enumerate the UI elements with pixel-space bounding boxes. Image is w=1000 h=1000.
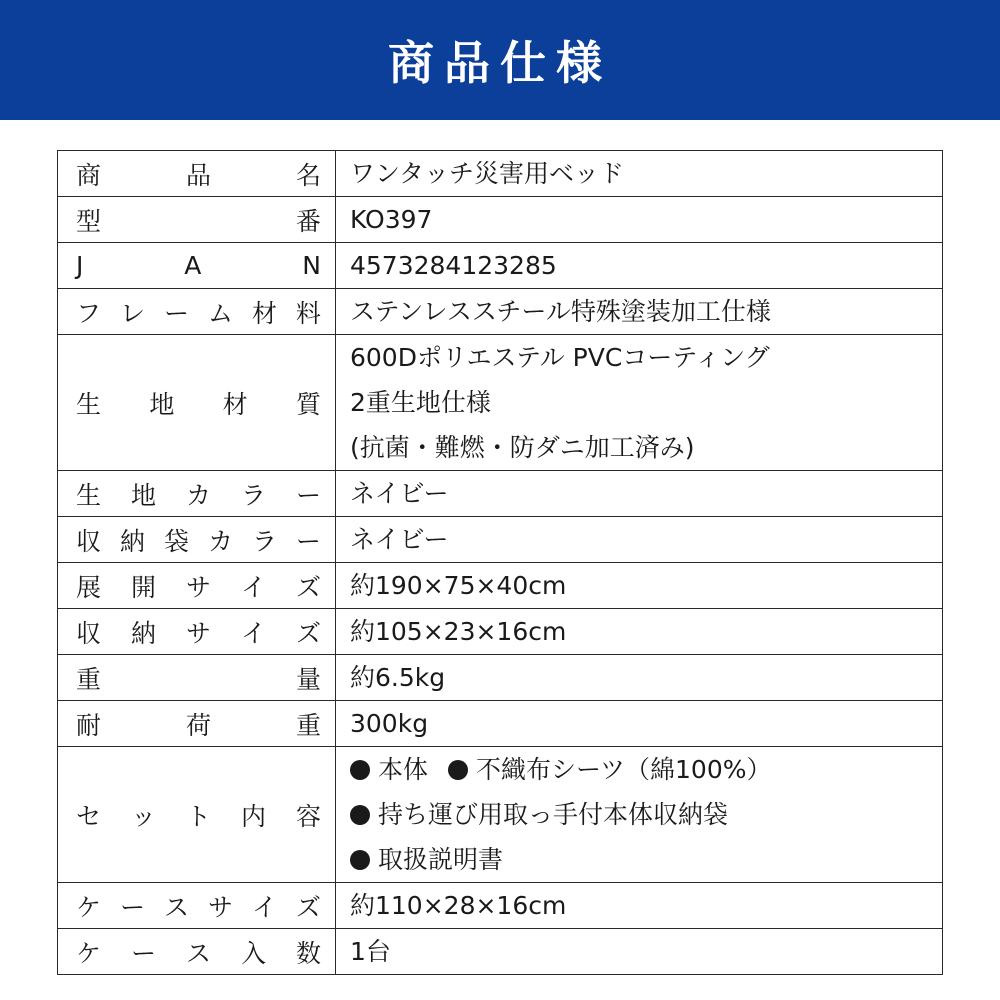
table-row bbox=[58, 471, 943, 517]
label-char: 入 bbox=[240, 938, 266, 968]
row-value bbox=[336, 747, 943, 883]
label-char: イ bbox=[240, 572, 266, 602]
label-char: ス bbox=[163, 892, 189, 922]
label-char: ラ bbox=[240, 480, 266, 510]
row-value bbox=[336, 151, 943, 197]
table-row bbox=[58, 609, 943, 655]
value-text: 約110×28×16cm bbox=[350, 891, 567, 920]
label-char: 荷 bbox=[185, 710, 211, 740]
row-value bbox=[336, 701, 943, 747]
bullet-icon bbox=[350, 760, 370, 780]
label-char: 地 bbox=[130, 480, 156, 510]
value-text: ネイビー bbox=[350, 525, 449, 554]
row-label bbox=[58, 929, 336, 975]
row-value bbox=[336, 289, 943, 335]
row-label bbox=[58, 563, 336, 609]
label-char: 収 bbox=[76, 526, 102, 556]
table-row bbox=[58, 929, 943, 975]
row-label bbox=[58, 335, 336, 471]
label-char: N bbox=[302, 251, 321, 280]
label-char: サ bbox=[185, 572, 211, 602]
row-label bbox=[58, 197, 336, 243]
bullet-icon bbox=[350, 805, 370, 825]
label-char: サ bbox=[185, 618, 211, 648]
row-label bbox=[58, 655, 336, 701]
label-char: 収 bbox=[76, 618, 102, 648]
label-char: 袋 bbox=[163, 526, 189, 556]
label-char: 重 bbox=[76, 664, 102, 694]
set-item: 本体 bbox=[378, 755, 429, 784]
table-row bbox=[58, 243, 943, 289]
set-item-line bbox=[350, 792, 942, 837]
label-char: ム bbox=[207, 298, 233, 328]
value-text: 600Dポリエステル PVCコーティング bbox=[350, 343, 770, 372]
value-text: 2重生地仕様 bbox=[350, 388, 491, 417]
value-text: 300kg bbox=[350, 709, 429, 738]
set-item-line bbox=[350, 837, 942, 882]
label-char: 耐 bbox=[76, 710, 102, 740]
label-char: 重 bbox=[295, 710, 321, 740]
label-char: ケ bbox=[76, 892, 102, 922]
label-char: 数 bbox=[295, 938, 321, 968]
label-char: ー bbox=[130, 938, 156, 968]
row-value bbox=[336, 609, 943, 655]
label-char: 材 bbox=[222, 389, 248, 419]
label-char: 開 bbox=[130, 572, 156, 602]
page-title: 商品仕様 bbox=[388, 36, 612, 90]
table-row bbox=[58, 335, 943, 471]
row-value bbox=[336, 929, 943, 975]
table-row bbox=[58, 701, 943, 747]
value-text: ネイビー bbox=[350, 479, 449, 508]
table-row bbox=[58, 747, 943, 883]
label-char: セ bbox=[76, 801, 102, 831]
bullet-icon bbox=[448, 760, 468, 780]
row-label bbox=[58, 747, 336, 883]
label-char: ー bbox=[119, 892, 145, 922]
label-char: ズ bbox=[295, 572, 321, 602]
label-char: ズ bbox=[295, 618, 321, 648]
label-char: 料 bbox=[295, 298, 321, 328]
table-row bbox=[58, 197, 943, 243]
table-row bbox=[58, 655, 943, 701]
row-value bbox=[336, 655, 943, 701]
label-char: 生 bbox=[76, 389, 102, 419]
row-value bbox=[336, 517, 943, 563]
row-value bbox=[336, 883, 943, 929]
set-item-line bbox=[350, 747, 942, 792]
row-label bbox=[58, 609, 336, 655]
label-char: 型 bbox=[76, 206, 102, 236]
value-text: ステンレススチール特殊塗装加工仕様 bbox=[350, 297, 771, 326]
spec-table bbox=[57, 150, 943, 975]
label-char: 量 bbox=[295, 664, 321, 694]
row-value bbox=[336, 471, 943, 517]
label-char: ー bbox=[295, 480, 321, 510]
set-item: 持ち運び用取っ手付本体収納袋 bbox=[378, 800, 729, 829]
table-row bbox=[58, 289, 943, 335]
label-char: 地 bbox=[149, 389, 175, 419]
value-text: 約190×75×40cm bbox=[350, 571, 567, 600]
label-char: 材 bbox=[251, 298, 277, 328]
bullet-icon bbox=[350, 850, 370, 870]
label-char: イ bbox=[251, 892, 277, 922]
row-label bbox=[58, 517, 336, 563]
value-text: 1台 bbox=[350, 937, 391, 966]
label-char: サ bbox=[207, 892, 233, 922]
value-text: KO397 bbox=[350, 205, 433, 234]
label-char: フ bbox=[76, 298, 102, 328]
label-char: 納 bbox=[130, 618, 156, 648]
value-text: (抗菌・難燃・防ダニ加工済み) bbox=[350, 433, 695, 462]
set-item: 不織布シーツ（綿100%） bbox=[476, 755, 772, 784]
label-char: 品 bbox=[185, 160, 211, 190]
value-text: 約105×23×16cm bbox=[350, 617, 567, 646]
value-text: 約6.5kg bbox=[350, 663, 446, 692]
label-char: 納 bbox=[119, 526, 145, 556]
row-label bbox=[58, 151, 336, 197]
label-char: イ bbox=[240, 618, 266, 648]
row-value bbox=[336, 197, 943, 243]
table-row bbox=[58, 517, 943, 563]
label-char: レ bbox=[119, 298, 145, 328]
label-char: 名 bbox=[295, 160, 321, 190]
row-label bbox=[58, 243, 336, 289]
row-label bbox=[58, 471, 336, 517]
header-banner bbox=[0, 0, 1000, 120]
row-value bbox=[336, 243, 943, 289]
label-char: カ bbox=[207, 526, 233, 556]
value-text: ワンタッチ災害用ベッド bbox=[350, 159, 625, 188]
value-text: 4573284123285 bbox=[350, 251, 557, 280]
label-char: J bbox=[76, 251, 84, 280]
row-label bbox=[58, 701, 336, 747]
label-char: ト bbox=[185, 801, 211, 831]
table-row bbox=[58, 563, 943, 609]
label-char: ー bbox=[163, 298, 189, 328]
row-label bbox=[58, 289, 336, 335]
label-char: ケ bbox=[76, 938, 102, 968]
label-char: 展 bbox=[76, 572, 102, 602]
label-char: 容 bbox=[295, 801, 321, 831]
row-value bbox=[336, 335, 943, 471]
label-char: ラ bbox=[251, 526, 277, 556]
label-char: ッ bbox=[130, 801, 156, 831]
row-value bbox=[336, 563, 943, 609]
label-char: ス bbox=[185, 938, 211, 968]
label-char: 商 bbox=[76, 160, 102, 190]
label-char: 生 bbox=[76, 480, 102, 510]
label-char: 番 bbox=[295, 206, 321, 236]
label-char: カ bbox=[185, 480, 211, 510]
table-row bbox=[58, 883, 943, 929]
label-char: 質 bbox=[295, 389, 321, 419]
label-char: ズ bbox=[295, 892, 321, 922]
table-row bbox=[58, 151, 943, 197]
row-label bbox=[58, 883, 336, 929]
label-char: ー bbox=[295, 526, 321, 556]
label-char: 内 bbox=[240, 801, 266, 831]
set-item: 取扱説明書 bbox=[378, 845, 504, 874]
label-char: A bbox=[184, 251, 202, 280]
